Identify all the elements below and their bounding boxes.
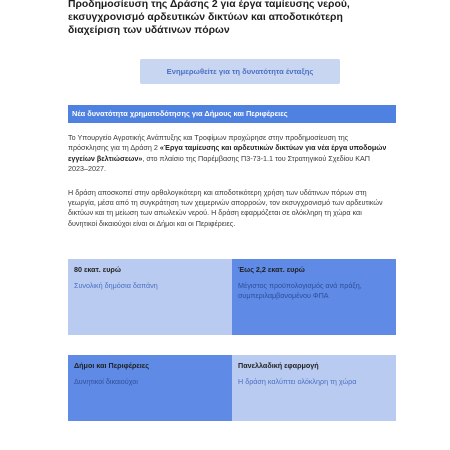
section-banner: Νέα δυνατότητα χρηματοδότησης για Δήμους και Περιφέρειες	[68, 105, 396, 123]
info-card-subtitle: Δυνητικοί δικαιούχοι	[74, 376, 138, 386]
intro-text-before: Το Υπουργείο Αγροτικής Ανάπτυξης και Τροφίμων προχώρησε στην προδημοσίευση της πρόσκλησης για τη Δράση 2	[68, 133, 349, 153]
info-card-subtitle: Μέγιστος προϋπολογισμός ανά πράξη, συμπεριλαμβανομένου ΦΠΑ	[238, 280, 362, 301]
info-card-title: Δήμοι και Περιφέρειες	[74, 361, 149, 371]
info-card-title: Πανελλαδική εφαρμογή	[238, 361, 319, 371]
intro-paragraph	[68, 133, 390, 175]
info-grid-row-1	[68, 259, 396, 335]
info-grid-row-2	[68, 355, 396, 421]
intro-text-after: , στο πλαίσιο της Παρέμβασης Π3-73-1.1 του Στρατηγικού Σχεδίου ΚΑΠ 2023–2027.	[68, 153, 370, 174]
description-paragraph: Η δράση αποσκοπεί στην ορθολογικότερη και αποδοτικότερη χρήση των υδάτινων πόρων στη γεωργία, μέσα από τη συγκράτηση των χειμερινών απορροών, τον εκσυγχρονισμό των αρδευτικών δικτύων και τη μείωση των απωλειών νερού. Η δράση εφαρμόζεται σε ολόκληρη τη χώρα και δυνητικοί δικαιούχοι είναι οι Δήμοι και οι Περιφέρειες.	[68, 187, 383, 228]
info-card-title: Έως 2,2 εκατ. ευρώ	[238, 265, 305, 275]
info-card-subtitle: Συνολική δημόσια δαπάνη	[74, 280, 158, 290]
info-card-title: 80 εκατ. ευρώ	[74, 265, 121, 275]
intro-text-bold: «Έργα ταμίευσης και αρδευτικών δικτύων για νέα έργα υποδομών εγγείων βελτιώσεων»	[68, 143, 387, 163]
info-card-coverage	[232, 355, 396, 421]
page-title: Προδημοσίευση της Δράσης 2 για έργα ταμίευσης νερού, εκσυγχρονισμό αρδευτικών δικτύων και αποδοτικότερη διαχείριση των υδάτινων πόρων	[68, 0, 350, 36]
cta-wrapper	[68, 59, 400, 84]
info-card-max-budget	[232, 259, 396, 335]
info-card-budget	[68, 259, 232, 335]
info-card-beneficiaries	[68, 355, 232, 421]
eligibility-info-button[interactable]: Ενημερωθείτε για τη δυνατότητα ένταξης	[140, 59, 340, 84]
info-card-subtitle: Η δράση καλύπτει ολόκληρη τη χώρα	[238, 376, 357, 386]
